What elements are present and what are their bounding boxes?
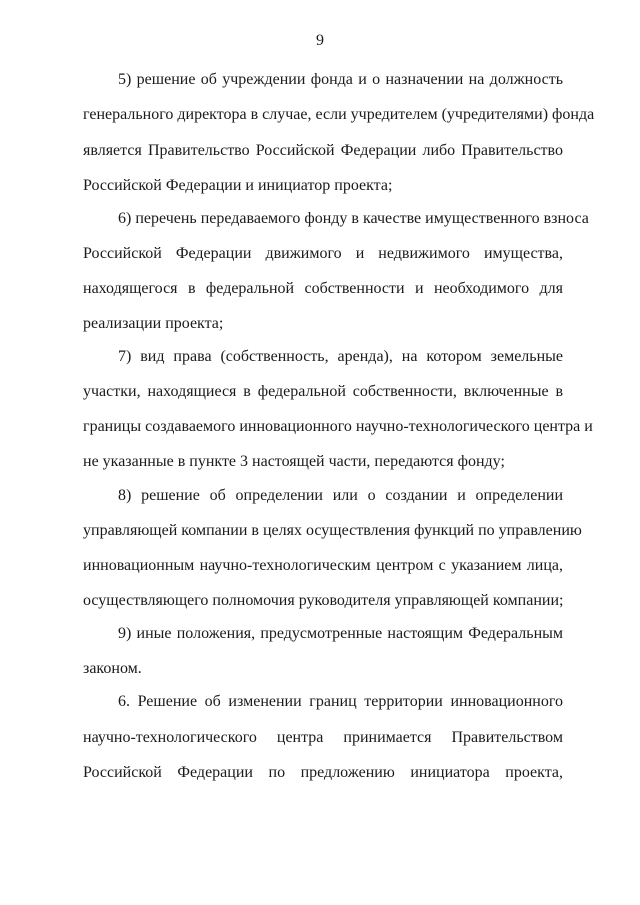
paragraph-item-7-line-2: участки, находящиеся в федеральной собственности, включенные в [83,383,563,400]
paragraph-item-5-line-2: генерального директора в случае, если учредителем (учредителями) фонда [83,106,595,123]
paragraph-point-6-line-1: 6. Решение об изменении границ территории инновационного [118,693,563,710]
paragraph-item-6-line-3: находящегося в федеральной собственности и необходимого для [83,280,563,297]
paragraph-item-8-line-4: осуществляющего полномочия руководителя управляющей компании; [83,592,564,609]
paragraph-item-6-line-2: Российской Федерации движимого и недвижимого имущества, [83,245,563,262]
paragraph-item-6-line-4: реализации проекта; [83,315,224,332]
page-number: 9 [316,32,324,49]
paragraph-point-6-line-3: Российской Федерации по предложению инициатора проекта, [83,764,563,781]
paragraph-item-7-line-3: границы создаваемого инновационного научно-технологического центра и [83,418,593,435]
paragraph-item-5-line-3: является Правительство Российской Федерации либо Правительство [83,142,563,159]
paragraph-item-5-line-4: Российской Федерации и инициатор проекта; [83,177,393,194]
paragraph-item-8-line-2: управляющей компании в целях осуществления функций по управлению [83,522,582,539]
paragraph-item-7-line-1: 7) вид права (собственность, аренда), на котором земельные [118,348,563,365]
paragraph-item-8-line-1: 8) решение об определении или о создании и определении [118,487,563,504]
paragraph-item-9-line-2: законом. [83,660,142,677]
paragraph-point-6-line-2: научно-технологического центра принимается Правительством [83,729,563,746]
paragraph-item-9-line-1: 9) иные положения, предусмотренные настоящим Федеральным [118,625,563,642]
paragraph-item-8-line-3: инновационным научно-технологическим центром с указанием лица, [83,557,563,574]
paragraph-item-7-line-4: не указанные в пункте 3 настоящей части, передаются фонду; [83,453,505,470]
paragraph-item-5-line-1: 5) решение об учреждении фонда и о назначении на должность [118,71,563,88]
paragraph-item-6-line-1: 6) перечень передаваемого фонду в качестве имущественного взноса [118,210,589,227]
